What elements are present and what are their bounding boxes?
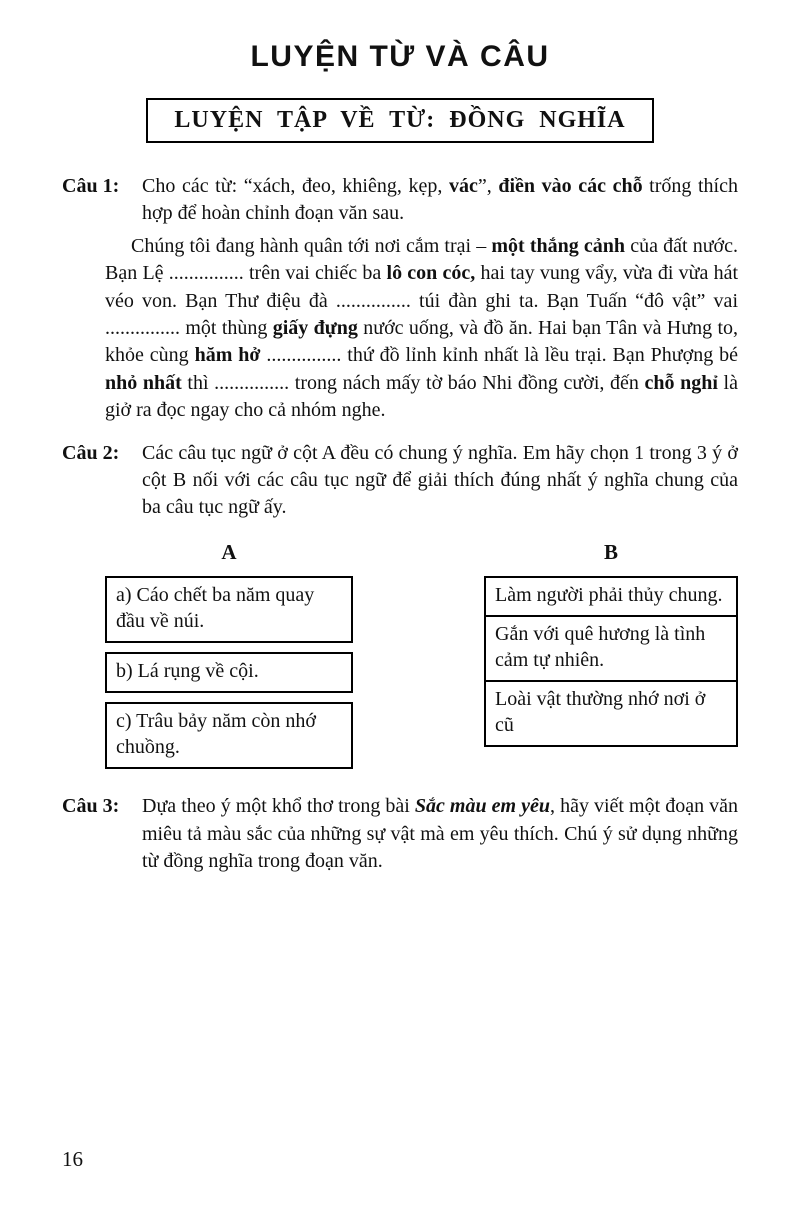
exercise-3 bbox=[62, 793, 738, 875]
lesson-title-text: LUYỆN TẬP VỀ TỪ: ĐỒNG NGHĨA bbox=[174, 107, 626, 133]
exercise-1-passage: Chúng tôi đang hành quân tới nơi cắm trại – một thắng cảnh của đất nước. Bạn Lệ ............... trên vai chiếc ba lô con cóc, hai tay vung vẩy, vừa đi vừa hát véo von. Bạn Thư điệu đà ............... túi đàn ghi ta. Bạn Tuấn “đô vật” vai ............... một thùng giấy đựng nước uống, và đồ ăn. Hai bạn Tân và Hưng to, khỏe cùng hăm hở ............... thứ đồ lỉnh kỉnh nhất là lều trại. Bạn Phượng bé nhỏ nhất thì ............... trong nách mấy tờ báo Nhi đồng cười, đến chỗ nghỉ là giở ra đọc ngay cho cả nhóm nghe. bbox=[105, 234, 739, 422]
exercise-1-prompt: Cho các từ: “xách, đeo, khiêng, kẹp, vác”, điền vào các chỗ trống thích hợp để hoàn chỉnh đoạn văn sau. bbox=[142, 175, 738, 225]
column-a-header: A bbox=[221, 539, 237, 564]
proverb-item-a: a) Cáo chết ba năm quay đầu về núi. bbox=[105, 576, 353, 643]
exercise-1 bbox=[62, 173, 738, 425]
exercise-3-prompt-row bbox=[62, 793, 738, 875]
proverb-item-c: c) Trâu bảy năm còn nhớ chuồng. bbox=[105, 702, 353, 769]
column-b bbox=[484, 538, 738, 779]
exercise-2-prompt: Các câu tục ngữ ở cột A đều có chung ý nghĩa. Em hãy chọn 1 trong 3 ý ở cột B nối với các câu tục ngữ để giải thích đúng nhất ý nghĩa chung của ba câu tục ngữ ấy. bbox=[142, 441, 738, 519]
meaning-item-3: Loài vật thường nhớ nơi ở cũ bbox=[484, 680, 738, 747]
exercise-1-label: Câu 1: bbox=[62, 175, 120, 197]
exercise-2-prompt-row bbox=[62, 440, 738, 522]
matching-columns bbox=[105, 538, 738, 779]
exercise-3-label: Câu 3: bbox=[62, 795, 120, 818]
exercise-2-label: Câu 2: bbox=[62, 441, 120, 464]
meaning-item-1: Làm người phải thủy chung. bbox=[484, 576, 738, 617]
lesson-title-box bbox=[146, 98, 653, 143]
column-gap bbox=[353, 538, 484, 779]
meaning-item-2: Gắn với quê hương là tình cảm tự nhiên. bbox=[484, 615, 738, 682]
page-number: 16 bbox=[62, 1147, 83, 1171]
column-a bbox=[105, 538, 353, 779]
page-title: LUYỆN TỪ VÀ CÂU bbox=[250, 40, 550, 73]
exercise-2 bbox=[62, 440, 738, 779]
exercise-3-prompt: Dựa theo ý một khổ thơ trong bài Sắc màu em yêu, hãy viết một đoạn văn miêu tả màu sắc của những sự vật mà em yêu thích. Chú ý sử dụng những từ đồng nghĩa trong đoạn văn. bbox=[142, 795, 738, 873]
column-b-header: B bbox=[603, 539, 618, 564]
exercise-1-prompt-row bbox=[62, 173, 738, 228]
proverb-item-b: b) Lá rụng về cội. bbox=[105, 652, 353, 693]
